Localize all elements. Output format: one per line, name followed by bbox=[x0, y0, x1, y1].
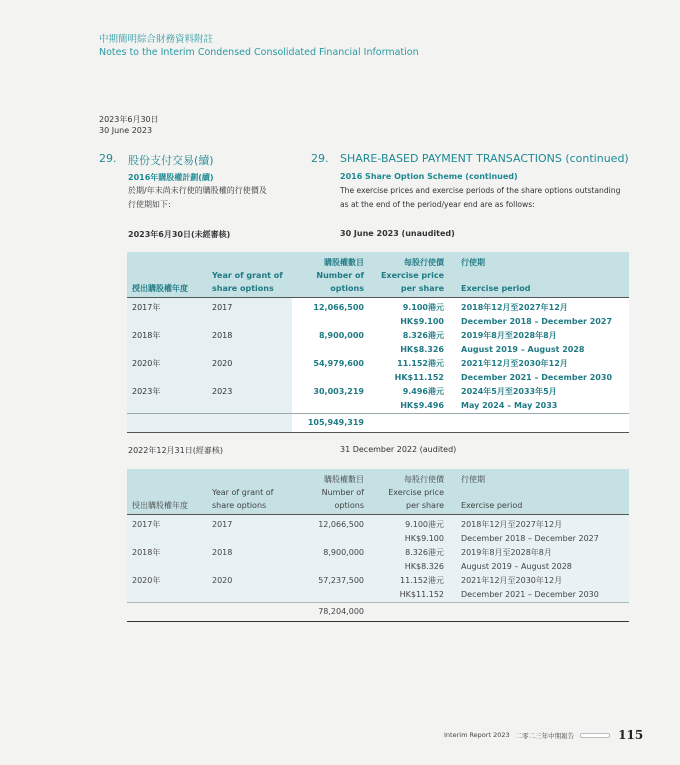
total-options: 105,949,319 bbox=[292, 414, 369, 433]
table-header-row bbox=[127, 252, 629, 298]
cell-year: 2017 bbox=[207, 515, 292, 547]
total-options: 78,204,000 bbox=[292, 603, 369, 622]
col-header-options: 購股權數目 Number of options bbox=[292, 469, 369, 515]
cell-price: 9.100港元 HK$9.100 bbox=[369, 298, 449, 330]
body-zh-line1: 於期/年末尚未行使的購股權的行使價及 bbox=[128, 186, 267, 195]
table-2023-caption-en: 30 June 2023 (unaudited) bbox=[340, 229, 455, 238]
cell-period: 2019年8月至2028年8月 August 2019 – August 2028 bbox=[449, 329, 629, 357]
col-header-price: 每股行使價 Exercise price per share bbox=[369, 469, 449, 515]
body-zh-line2: 行使期如下: bbox=[128, 200, 171, 209]
total-blank bbox=[449, 414, 629, 433]
cell-price: 11.152港元 HK$11.152 bbox=[369, 574, 449, 603]
footer-report-zh: 二零二三年中期報告 bbox=[515, 731, 575, 740]
cell-options: 12,066,500 bbox=[292, 515, 369, 547]
table-2023-caption-zh: 2023年6月30日(未經審核) bbox=[128, 230, 231, 239]
body-text-en bbox=[340, 184, 640, 212]
total-blank bbox=[207, 414, 292, 433]
total-blank bbox=[369, 603, 449, 622]
cell-year-zh: 2020年 bbox=[127, 357, 207, 385]
footer-decorative-bar bbox=[580, 733, 610, 738]
total-blank bbox=[127, 603, 207, 622]
total-blank bbox=[207, 603, 292, 622]
page-number: 115 bbox=[618, 728, 644, 742]
col-header-period: 行使期 Exercise period bbox=[449, 469, 629, 515]
subtitle-zh: 2016年購股權計劃(續) bbox=[128, 173, 214, 182]
section-title-zh: 股份支付交易(續) bbox=[128, 154, 214, 167]
cell-price: 9.100港元 HK$9.100 bbox=[369, 515, 449, 547]
section-number-en: 29. bbox=[311, 152, 329, 165]
cell-year: 2020 bbox=[207, 574, 292, 603]
cell-options: 57,237,500 bbox=[292, 574, 369, 603]
table-row bbox=[127, 357, 629, 385]
col-header-price: 每股行使價 Exercise price per share bbox=[369, 252, 449, 298]
total-blank bbox=[449, 603, 629, 622]
cell-price: 11.152港元 HK$11.152 bbox=[369, 357, 449, 385]
col-header-year-zh: 授出購股權年度 bbox=[127, 252, 207, 298]
date-block bbox=[99, 114, 159, 136]
table-header-row bbox=[127, 469, 629, 515]
cell-options: 30,003,219 bbox=[292, 385, 369, 414]
table-row bbox=[127, 574, 629, 603]
section-number-zh: 29. bbox=[99, 152, 117, 165]
cell-options: 12,066,500 bbox=[292, 298, 369, 330]
cell-period: 2021年12月至2030年12月 December 2021 – December 2030 bbox=[449, 357, 629, 385]
footer-report-en: Interim Report 2023 bbox=[444, 731, 510, 739]
cell-period: 2018年12月至2027年12月 December 2018 – December 2027 bbox=[449, 515, 629, 547]
cell-year-zh: 2020年 bbox=[127, 574, 207, 603]
cell-options: 54,979,600 bbox=[292, 357, 369, 385]
body-en-line1: The exercise prices and exercise periods of the share options outstanding bbox=[340, 186, 621, 195]
subtitle-en: 2016 Share Option Scheme (continued) bbox=[340, 172, 518, 181]
col-header-year-zh: 授出購股權年度 bbox=[127, 469, 207, 515]
cell-price: 9.496港元 HK$9.496 bbox=[369, 385, 449, 414]
cell-period: 2018年12月至2027年12月 December 2018 – December 2027 bbox=[449, 298, 629, 330]
page-footer bbox=[444, 728, 643, 742]
cell-options: 8,900,000 bbox=[292, 546, 369, 574]
table-row bbox=[127, 515, 629, 547]
header-title-en: Notes to the Interim Condensed Consolidated Financial Information bbox=[99, 47, 419, 58]
cell-year-zh: 2017年 bbox=[127, 515, 207, 547]
table-row bbox=[127, 329, 629, 357]
cell-year-zh: 2018年 bbox=[127, 546, 207, 574]
body-text-zh bbox=[128, 184, 300, 212]
table-row bbox=[127, 546, 629, 574]
cell-period: 2021年12月至2030年12月 December 2021 – December 2030 bbox=[449, 574, 629, 603]
options-table-2023 bbox=[127, 252, 629, 433]
table-2022-caption-en: 31 December 2022 (audited) bbox=[340, 445, 457, 454]
cell-price: 8.326港元 HK$8.326 bbox=[369, 329, 449, 357]
cell-year: 2023 bbox=[207, 385, 292, 414]
cell-year: 2018 bbox=[207, 546, 292, 574]
cell-year: 2020 bbox=[207, 357, 292, 385]
table-total-row bbox=[127, 414, 629, 433]
body-en-line2: as at the end of the period/year end are as follows: bbox=[340, 200, 535, 209]
table-row bbox=[127, 298, 629, 330]
cell-year: 2018 bbox=[207, 329, 292, 357]
date-en: 30 June 2023 bbox=[99, 126, 153, 135]
col-header-year-en: Year of grant of share options bbox=[207, 252, 292, 298]
cell-period: 2024年5月至2033年5月 May 2024 – May 2033 bbox=[449, 385, 629, 414]
total-blank bbox=[369, 414, 449, 433]
cell-year-zh: 2017年 bbox=[127, 298, 207, 330]
running-header bbox=[99, 33, 419, 59]
cell-year-zh: 2023年 bbox=[127, 385, 207, 414]
header-title-zh: 中期簡明綜合財務資料附註 bbox=[99, 34, 214, 45]
cell-period: 2019年8月至2028年8月 August 2019 – August 2028 bbox=[449, 546, 629, 574]
table-total-row bbox=[127, 603, 629, 622]
options-table-2022 bbox=[127, 469, 629, 622]
cell-price: 8.326港元 HK$8.326 bbox=[369, 546, 449, 574]
total-blank bbox=[127, 414, 207, 433]
table-row bbox=[127, 385, 629, 414]
col-header-period: 行使期 Exercise period bbox=[449, 252, 629, 298]
cell-options: 8,900,000 bbox=[292, 329, 369, 357]
date-zh: 2023年6月30日 bbox=[99, 115, 159, 124]
col-header-year-en: Year of grant of share options bbox=[207, 469, 292, 515]
cell-year: 2017 bbox=[207, 298, 292, 330]
section-title-en: SHARE-BASED PAYMENT TRANSACTIONS (continued) bbox=[340, 152, 629, 165]
col-header-options: 購股權數目 Number of options bbox=[292, 252, 369, 298]
table-2022-caption-zh: 2022年12月31日(經審核) bbox=[128, 446, 223, 455]
cell-year-zh: 2018年 bbox=[127, 329, 207, 357]
